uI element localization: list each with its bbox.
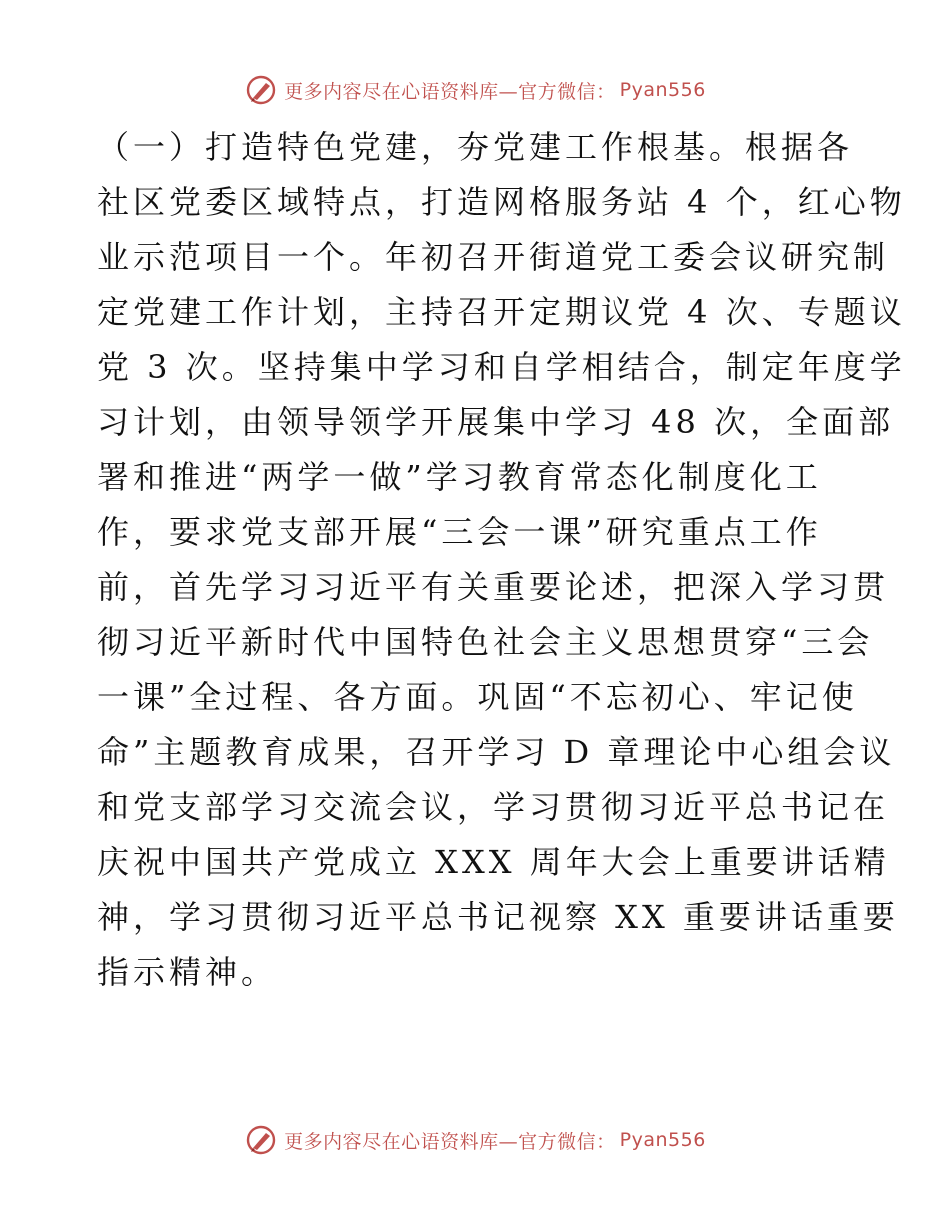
watermark-wechat-id: Pyan556 [619,1129,706,1151]
footer-watermark [0,1120,950,1160]
paragraph-line: 庆祝中国共产党成立 XXX 周年大会上重要讲话精 [97,843,890,881]
watermark-text: 更多内容尽在心语资料库—官方微信： [284,80,616,103]
pen-circle-logo-icon [244,73,278,107]
paragraph-line: 命”主题教育成果，召开学习 D 章理论中心组会议 [97,733,896,771]
paragraph-line: 定党建工作计划，主持召开定期议党 4 次、专题议 [97,293,906,331]
watermark-text: 更多内容尽在心语资料库—官方微信： [284,1130,616,1153]
paragraph-line: 和党支部学习交流会议，学习贯彻习近平总书记在 [97,788,890,826]
paragraph-line: 彻习近平新时代中国特色社会主义思想贯穿“三会 [97,623,874,661]
paragraph-line: 神，学习贯彻习近平总书记视察 XX 重要讲话重要 [97,898,899,936]
paragraph-line: 业示范项目一个。年初召开街道党工委会议研究制 [97,238,890,276]
paragraph-line: 一课”全过程、各方面。巩固“不忘初心、牢记使 [97,678,858,716]
paragraph-line: （一）打造特色党建，夯党建工作根基。根据各 [97,128,854,166]
document-body [97,120,906,1000]
paragraph-line: 前，首先学习习近平有关重要论述，把深入学习贯 [97,568,890,606]
paragraph-line: 作，要求党支部开展“三会一课”研究重点工作 [97,513,822,551]
header-watermark [0,70,950,110]
watermark-wechat-id: Pyan556 [619,79,706,101]
paragraph-line: 习计划，由领导领学开展集中学习 48 次，全面部 [97,403,895,441]
pen-circle-logo-icon [244,1123,278,1157]
paragraph-line: 社区党委区域特点，打造网格服务站 4 个，红心物 [97,183,906,221]
paragraph-line: 指示精神。 [97,953,278,991]
paragraph-line: 署和推进“两学一做”学习教育常态化制度化工 [97,458,822,496]
paragraph-line: 党 3 次。坚持集中学习和自学相结合，制定年度学 [97,348,906,386]
